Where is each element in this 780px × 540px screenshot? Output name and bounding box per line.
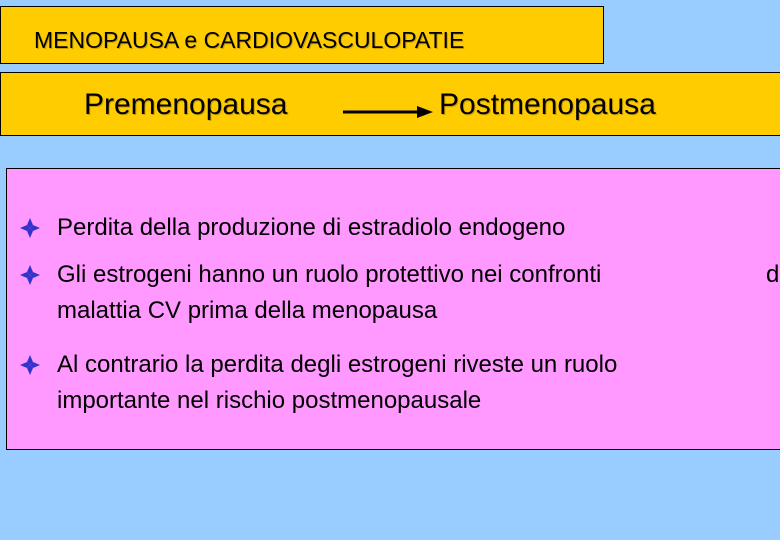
bullet-text: Gli estrogeni hanno un ruolo protettivo nei confronti bbox=[57, 261, 602, 288]
premenopausa-label: Premenopausa bbox=[84, 88, 288, 121]
diamond-bullet-icon bbox=[20, 218, 40, 238]
transition-banner bbox=[0, 72, 780, 136]
slide-title: MENOPAUSA e CARDIOVASCULOPATIE bbox=[34, 27, 465, 53]
diamond-bullet-icon bbox=[20, 355, 40, 375]
bullet-text: Al contrario la perdita degli estrogeni riveste un ruolo bbox=[57, 351, 618, 378]
title-box bbox=[0, 6, 604, 64]
arrow-right-icon bbox=[343, 105, 433, 119]
diamond-bullet-icon bbox=[20, 265, 40, 285]
postmenopausa-label: Postmenopausa bbox=[439, 88, 656, 121]
truncated-text: d bbox=[766, 261, 780, 288]
bullet-text-continuation: importante nel rischio postmenopausale bbox=[57, 387, 482, 414]
bullet-text-continuation: malattia CV prima della menopausa bbox=[57, 297, 438, 324]
content-box bbox=[6, 168, 780, 450]
bullet-text: Perdita della produzione di estradiolo endogeno bbox=[57, 214, 566, 241]
